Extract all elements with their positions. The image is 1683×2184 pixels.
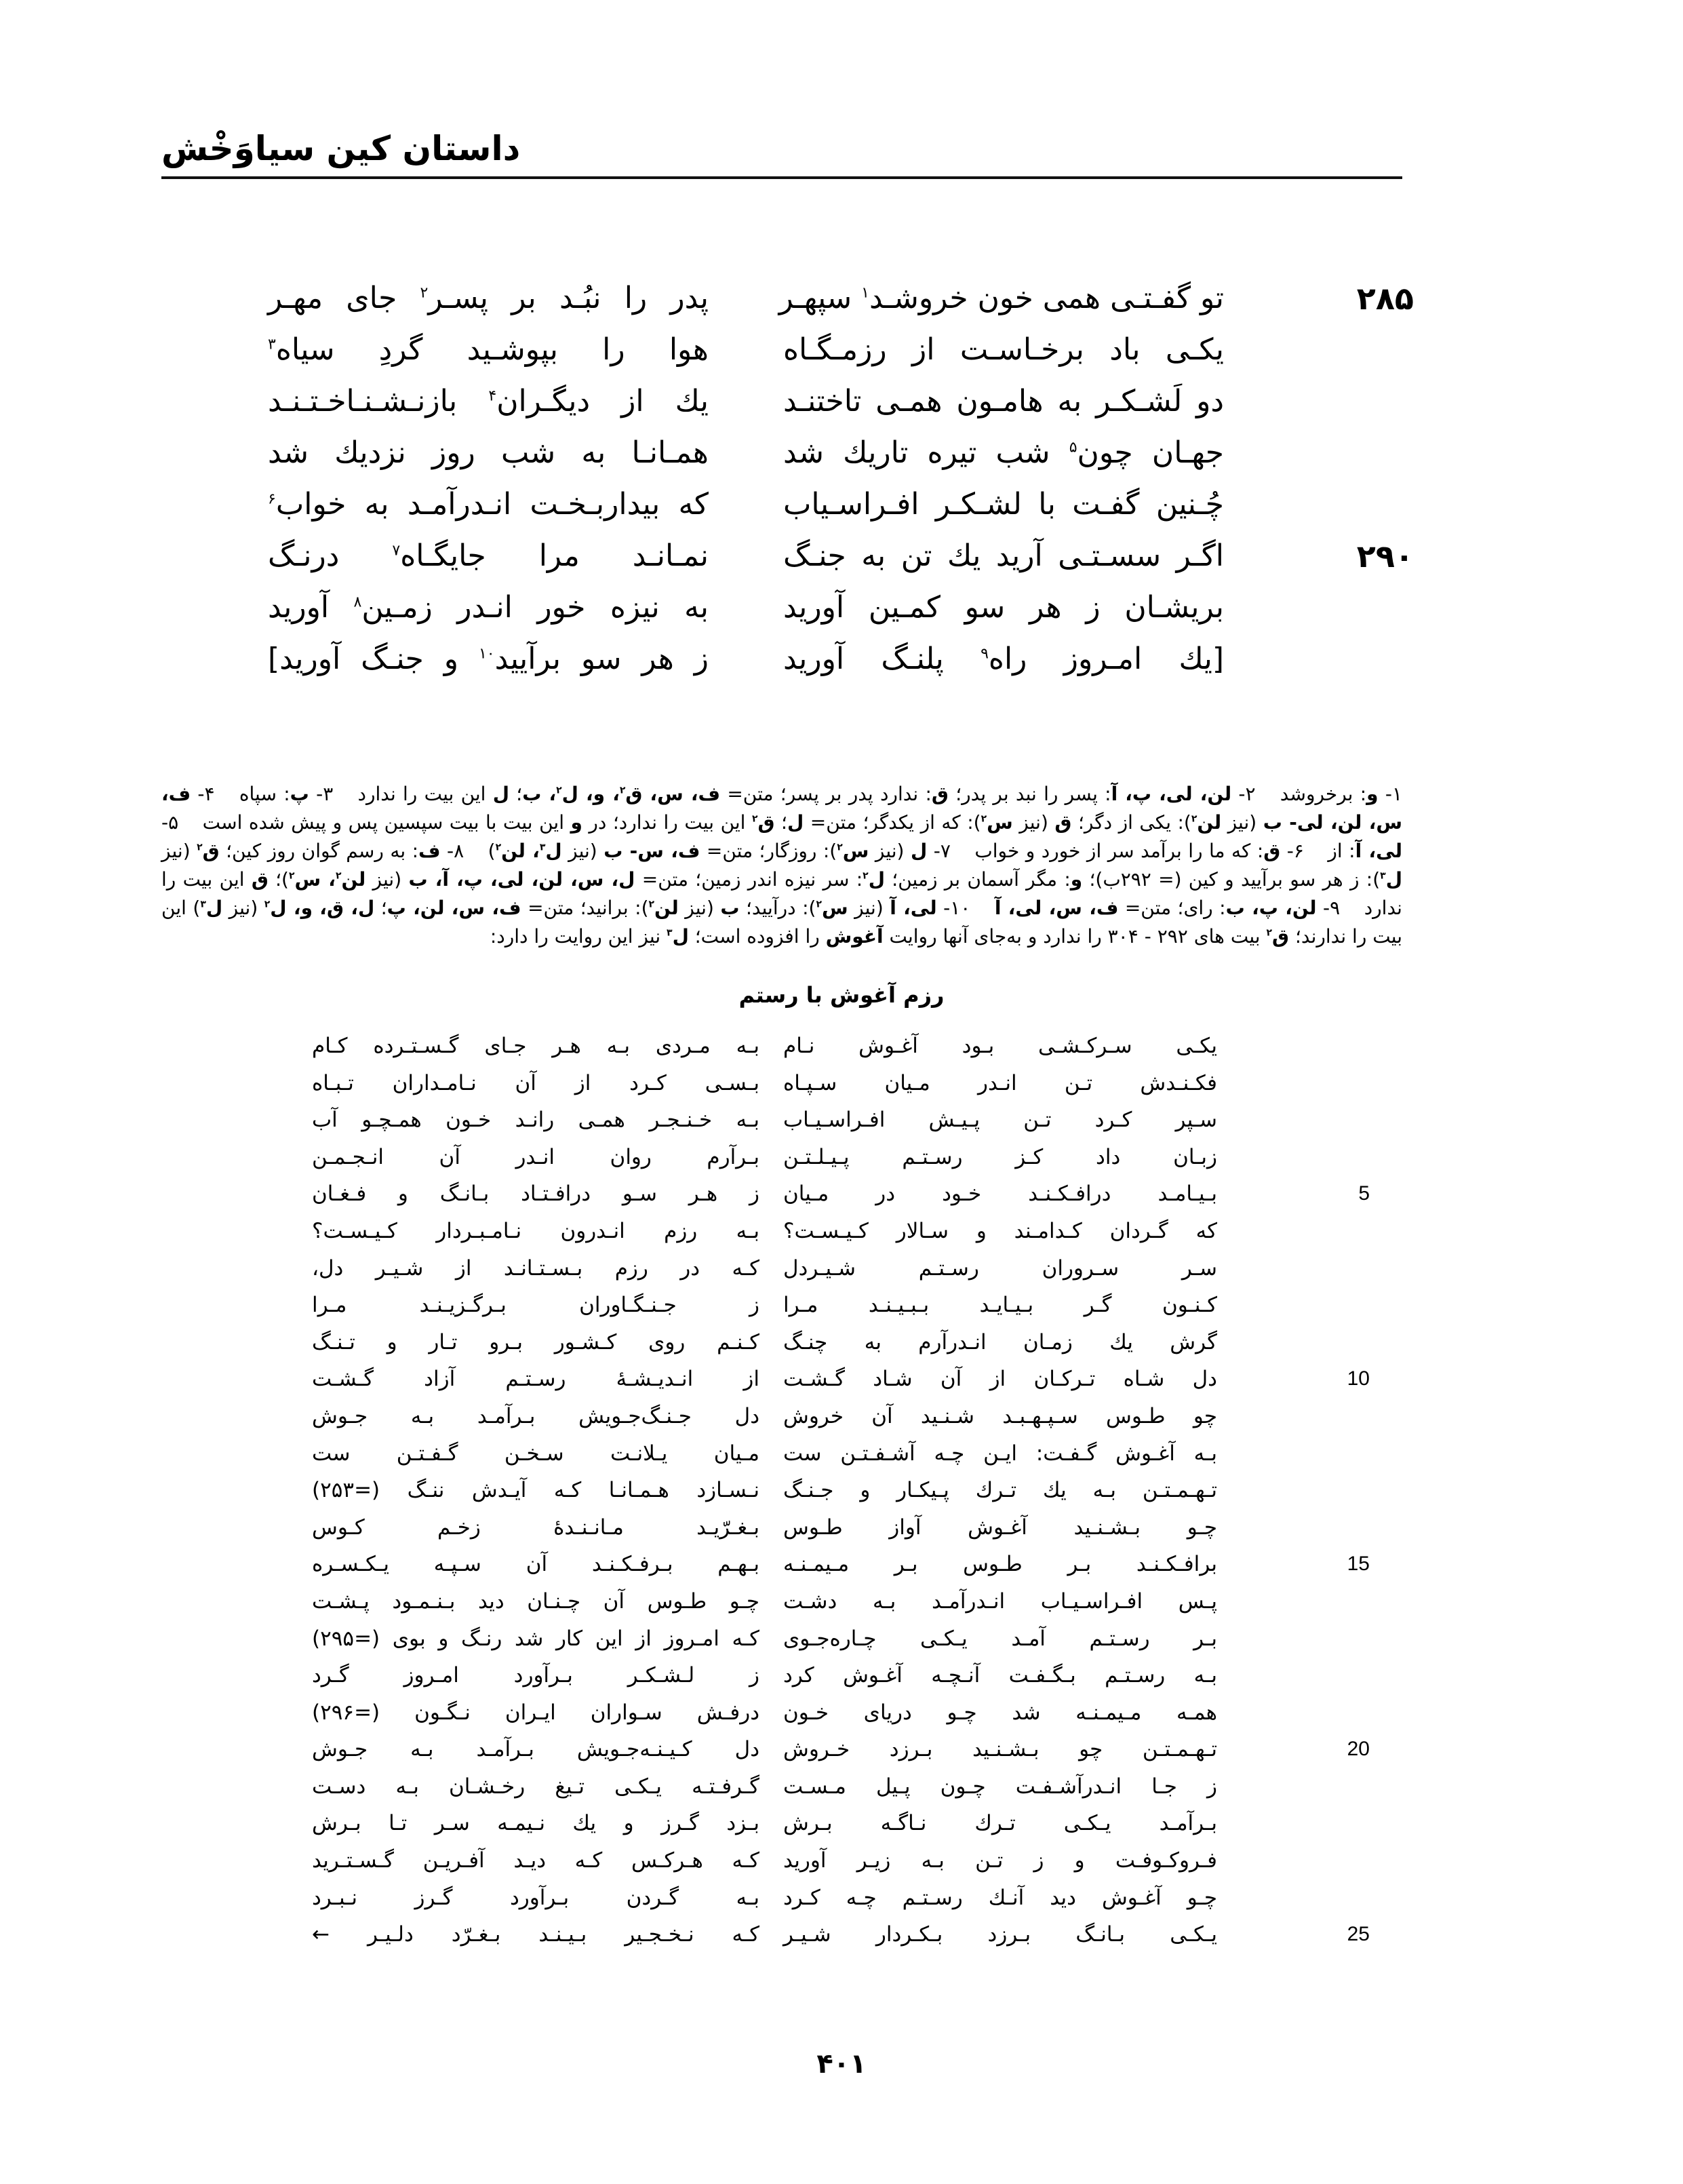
appendix-verse-row bbox=[312, 1068, 1370, 1106]
running-head-title: داستان کین سیاوَخْش bbox=[161, 129, 521, 168]
footnote: ۴- ف، س، لن، لی- ب (نیز لن$^۲$): یکی از دگر؛ ق (نیز س$^۲$): که از یکدگر؛ متن= ل؛ ق$^۲$ این بیت را ندارد؛ در و این بیت با بیت سپسین پس و پیش شده است bbox=[161, 783, 1402, 834]
hemistich-right: چو طـوس سـپـهـبـد شـنـید آن خروش bbox=[783, 1403, 1217, 1428]
hemistich-left: ز لـشـکـر بـرآورد امـروز گـرد bbox=[312, 1663, 759, 1688]
verse-row bbox=[268, 484, 1414, 536]
footnote: ۹- لن، پ، ب: رای؛ متن= ف، س، لی، آ bbox=[994, 897, 1341, 919]
hemistich-left: بـه خـنـجـر همـی رانـد خـون همـچـو آب bbox=[312, 1108, 759, 1133]
appendix-verse-row bbox=[312, 1734, 1370, 1772]
hemistich-left: دل کـیـنـه‌جـویش بـرآمـد بـه جـوش bbox=[312, 1737, 759, 1762]
appendix-verse-row bbox=[312, 1253, 1370, 1291]
appendix-verse-row bbox=[312, 1105, 1370, 1142]
appendix-verse-row bbox=[312, 1586, 1370, 1624]
hemistich-right: که گـردان کـدامـند و سـالار کـیـسـت؟ bbox=[783, 1218, 1217, 1243]
hemistich-left: بـه مـردی بـه هـر جـای گـسـتـرده کـام bbox=[312, 1034, 759, 1058]
appendix-verse-row bbox=[312, 1846, 1370, 1883]
hemistich-right: گرش یك زمـان انـدرآرم به چنـگ bbox=[783, 1329, 1217, 1354]
hemistich-right: اگـر سسـتـی آرید یك تن به جنـگ bbox=[783, 539, 1224, 573]
hemistich-left: درفـش سـواران ایـران نـگـون (=۲۹۶) bbox=[312, 1700, 759, 1725]
footnote: ۱- و: برخروشد bbox=[1280, 783, 1402, 805]
hemistich-left: بـغـرّیـد مـانـنـدهٔ زخـم کـوس bbox=[312, 1515, 759, 1540]
appendix-verse-row bbox=[312, 1772, 1370, 1809]
hemistich-right: دو لَشـکـر به هامـون همـی تاختنـد bbox=[783, 384, 1224, 418]
hemistich-right: جهـان چون$^۵$ شب تیره تاریك شد bbox=[783, 435, 1224, 470]
footnote: ۷- ل (نیز س$^۲$): روزگار؛ متن= ف، س- ب (نیز ل$^۳$، لن$^۲$) bbox=[488, 840, 951, 862]
hemistich-left: از انـدیـشـهٔ رسـتـم آزاد گـشـت bbox=[312, 1367, 759, 1392]
verse-row bbox=[268, 381, 1414, 433]
hemistich-left: ز جـنـگـاوران بـرگـزیـنـد مـرا bbox=[312, 1293, 759, 1318]
hemistich-left: نمـانـد مرا جایگـاه$^۷$ درنـگ bbox=[268, 539, 709, 573]
page-number: ۴۰۱ bbox=[816, 2048, 867, 2080]
line-number: 15 bbox=[1347, 1553, 1370, 1576]
appendix-verse-row bbox=[312, 1327, 1370, 1365]
hemistich-right: ز جـا انـدرآشـفـت چـون پـیل مـسـت bbox=[783, 1774, 1217, 1799]
appendix-verse-row bbox=[312, 1624, 1370, 1661]
hemistich-right: بـه آغـوش گـفـت: ایـن چـه آشـفـتـن ست bbox=[783, 1441, 1217, 1466]
appendix-verse-row bbox=[312, 1660, 1370, 1698]
hemistich-left: کـه نـخـجـیر بـیـنـد بـغـرّد دلـیـر ← bbox=[312, 1922, 759, 1947]
hemistich-left: ز هـر سـو درافـتـاد بـانـگ و فـغـان bbox=[312, 1182, 759, 1207]
header-rule bbox=[161, 176, 1402, 179]
appendix-verse-row bbox=[312, 1549, 1370, 1586]
hemistich-left: کـه در رزم بـسـتـانـد از شـیـر دل، bbox=[312, 1255, 759, 1281]
verse-row bbox=[268, 433, 1414, 484]
verse-row bbox=[268, 330, 1414, 381]
hemistich-left: بـه گـردن بـرآورد گـرز نـبـرد bbox=[312, 1885, 759, 1910]
appendix-verse-row bbox=[312, 1808, 1370, 1846]
hemistich-left: همـانـا به شب روز نزدیك شد bbox=[268, 435, 709, 470]
hemistich-left: ز هر سو برآیید$^{۱۰}$ و جنـگ آورید] bbox=[268, 642, 709, 676]
hemistich-right: بـر رسـتـم آمـد یـکـی چـاره‌جـوی bbox=[783, 1626, 1217, 1651]
hemistich-left: چـو طـوس آن چـنـان دید بـنـمـود پـشـت bbox=[312, 1588, 759, 1614]
appendix-verse-row bbox=[312, 1179, 1370, 1216]
hemistich-left: مـیان یـلانـت سـخـن گـفـتـن ست bbox=[312, 1441, 759, 1466]
footnote: ۳- پ: سپاه bbox=[239, 783, 334, 805]
verse-row bbox=[268, 587, 1414, 639]
appendix-verse-row bbox=[312, 1142, 1370, 1179]
hemistich-left: کـه هـرکـس کـه دیـد آفـریـن گـسـتـرید bbox=[312, 1848, 759, 1873]
hemistich-right: سـر سـروران رسـتـم شـیـردل bbox=[783, 1255, 1217, 1281]
hemistich-left: بـزد گـرز و یك نـیمـه سـر تـا بـرش bbox=[312, 1811, 759, 1836]
hemistich-right: تـهـمـتـن بـه یك تـرك پـیکـار و جـنـگ bbox=[783, 1478, 1217, 1503]
hemistich-right: بریشـان ز هر سو کمـین آورید bbox=[783, 590, 1224, 625]
hemistich-right: تو گفـتـی همی خون خروشـد$^۱$ سپهـر bbox=[778, 281, 1224, 315]
hemistich-right: زبـان داد کـز رسـتـم پـیـلـتـن bbox=[783, 1144, 1217, 1169]
hemistich-left: دل جـنـگ‌جـویش بـرآمـد بـه جـوش bbox=[312, 1403, 759, 1428]
hemistich-right: یکـی سـرکـشـی بـود آغـوش نـام bbox=[783, 1034, 1217, 1058]
appendix-verse-row bbox=[312, 1475, 1370, 1513]
hemistich-left: بـه رزم انـدرون نـامـبـردار کـیـسـت؟ bbox=[312, 1218, 759, 1243]
line-number: 5 bbox=[1358, 1182, 1370, 1205]
appendix-verse-row bbox=[312, 1698, 1370, 1735]
hemistich-right: تـهـمـتـن چو بـشـنـید بـرزد خـروش bbox=[783, 1737, 1217, 1762]
hemistich-right: فـروکـوفـت و ز تـن بـه زیـر آورید bbox=[783, 1848, 1217, 1873]
hemistich-left: گـرفـتـه یـکـی تـیغ رخـشـان بـه دسـت bbox=[312, 1774, 759, 1799]
footnote: ۵- لی، آ: از bbox=[161, 811, 1402, 862]
verse-row bbox=[268, 536, 1414, 587]
hemistich-right: چُـنین گفـت با لشـکـر افـراسـیاب bbox=[783, 487, 1224, 522]
appendix-title: رزم آغوش با رستم bbox=[738, 982, 945, 1008]
verse-number: ۲۸۵ bbox=[1356, 280, 1414, 317]
footnote: ۱۰- لی، آ (نیز س$^۲$): درآیید؛ ب (نیز لن$^۲$): برانید؛ متن= ف، س، لن، پ؛ ل، ق، و، ل$^۲$ (نیز ل$^۳$) این بیت را ندارند؛ ق$^۲$ بیت های ۲۹۲ - ۳۰۴ را ندارد و به‌جای آنها روایت آغوش را افزوده است؛ ل$^۳$ نیز این روایت را دارد: bbox=[161, 897, 1402, 948]
hemistich-right: دل شـاه تـرکـان از آن شـاد گـشـت bbox=[783, 1367, 1217, 1392]
footnote: ۶- ق: که ما را برآمد سر از خورد و خواب bbox=[974, 840, 1304, 862]
line-number: 20 bbox=[1347, 1738, 1370, 1761]
hemistich-right: یـکـی بـانـگ بـرزد بـکـردار شـیـر bbox=[783, 1922, 1217, 1947]
hemistich-left: نـسـازد هـمـانـا کـه آیـدش ننـگ (=۲۵۳) bbox=[312, 1478, 759, 1503]
hemistich-right: برافـکـنـد بـر طـوس بـر مـیمـنـه bbox=[783, 1552, 1217, 1577]
hemistich-left: به نیزه خور انـدر زمـین$^۸$ آورید bbox=[268, 590, 709, 625]
hemistich-left: کـه امـروز از این کار شد رنـگ و بوی (=۲۹۵) bbox=[312, 1626, 759, 1651]
verse-row bbox=[268, 278, 1414, 330]
main-verses bbox=[268, 278, 1414, 690]
hemistich-left: هوا را بپوشـید گردِ سیاه$^۳$ bbox=[268, 332, 709, 367]
footnote: ۸- ف: به رسم گوان روز کین؛ ق$^۲$ (نیز ل$^۳$): ز هر سو برآیید و کین (= ۲۹۲ب)؛ و: مگر آسمان بر زمین؛ ل$^۲$: سر نیزه اندر زمین؛ متن= ل، س، لن، لی، پ، آ، ب (نیز لن$^۲$، س$^۲$)؛ ق این بیت را ندارد bbox=[161, 840, 1403, 919]
appendix-verse-row bbox=[312, 1513, 1370, 1550]
hemistich-left: پدر را نبُـد بر پسـر$^۲$ جای مهـر bbox=[268, 281, 709, 315]
appendix-verse-row bbox=[312, 1031, 1370, 1068]
hemistich-right: پـس افـراسـیـاب انـدرآمـد بـه دشـت bbox=[783, 1588, 1217, 1614]
footnote: ۲- لن، لی، پ، آ: پسر را نبد بر پدر؛ ق: ندارد پدر بر پسر؛ متن= ف، س، ق$^۲$، و، ل$^۲$، ب؛ ل این بیت را ندارد bbox=[357, 783, 1256, 805]
appendix-verse-row bbox=[312, 1290, 1370, 1327]
verse-number: ۲۹۰ bbox=[1356, 538, 1414, 574]
hemistich-left: بـهـم بـرفـکـنـد آن سـپـه یـکـسـره bbox=[312, 1552, 759, 1577]
hemistich-right: چـو آغـوش دید آنـك رسـتـم چـه کـرد bbox=[783, 1885, 1217, 1910]
hemistich-right: سـپر کـرد تـن پـیـش افـراسـیـاب bbox=[783, 1108, 1217, 1133]
hemistich-left: بـسـی کـرد از آن نـامـداران تـبـاه bbox=[312, 1070, 759, 1095]
appendix-verses bbox=[312, 1031, 1370, 1957]
appendix-verse-row bbox=[312, 1216, 1370, 1253]
running-head bbox=[161, 129, 1402, 183]
appendix-verse-row bbox=[312, 1364, 1370, 1401]
footnotes bbox=[161, 780, 1402, 951]
line-number: 25 bbox=[1347, 1923, 1370, 1946]
hemistich-right: فکـنـدش تـن انـدر مـیان سـپـاه bbox=[783, 1070, 1217, 1095]
hemistich-left: که بیداربـخـت انـدرآمـد به خواب$^۶$ bbox=[268, 487, 709, 522]
appendix-verse-row bbox=[312, 1883, 1370, 1920]
hemistich-right: بـه رسـتـم بـگـفـت آنـچـه آغـوش کرد bbox=[783, 1663, 1217, 1688]
hemistich-right: همـه مـیمـنـه شد چـو دریای خـون bbox=[783, 1700, 1217, 1725]
hemistich-right: یکـی باد برخـاسـت از رزمـگـاه bbox=[783, 332, 1224, 367]
hemistich-right: بـیـامـد درافـکـنـد خـود در مـیان bbox=[783, 1182, 1217, 1207]
line-number: 10 bbox=[1347, 1367, 1370, 1390]
hemistich-left: کـنـم روی کـشـور بـرو تـار و تـنـگ bbox=[312, 1329, 759, 1354]
hemistich-left: بـرآرم روان انـدر آن انـجـمـن bbox=[312, 1144, 759, 1169]
hemistich-left: یك از دیگـران$^۴$ بازنـشـنـاخـتـنـد bbox=[268, 384, 709, 418]
appendix-verse-row bbox=[312, 1439, 1370, 1476]
hemistich-right: بـرآمـد یـکـی تـرك نـاگـه بـرش bbox=[783, 1811, 1217, 1836]
verse-row bbox=[268, 639, 1414, 690]
hemistich-right: [یك امـروز راه$^۹$ پلنـگ آورید bbox=[783, 642, 1224, 676]
hemistich-right: چـو بـشـنـید آغـوش آواز طـوس bbox=[783, 1515, 1217, 1540]
appendix-verse-row bbox=[312, 1401, 1370, 1439]
appendix-verse-row bbox=[312, 1919, 1370, 1957]
hemistich-right: کـنـون گـر بـیـایـد بـبـیـنـد مـرا bbox=[783, 1293, 1217, 1318]
